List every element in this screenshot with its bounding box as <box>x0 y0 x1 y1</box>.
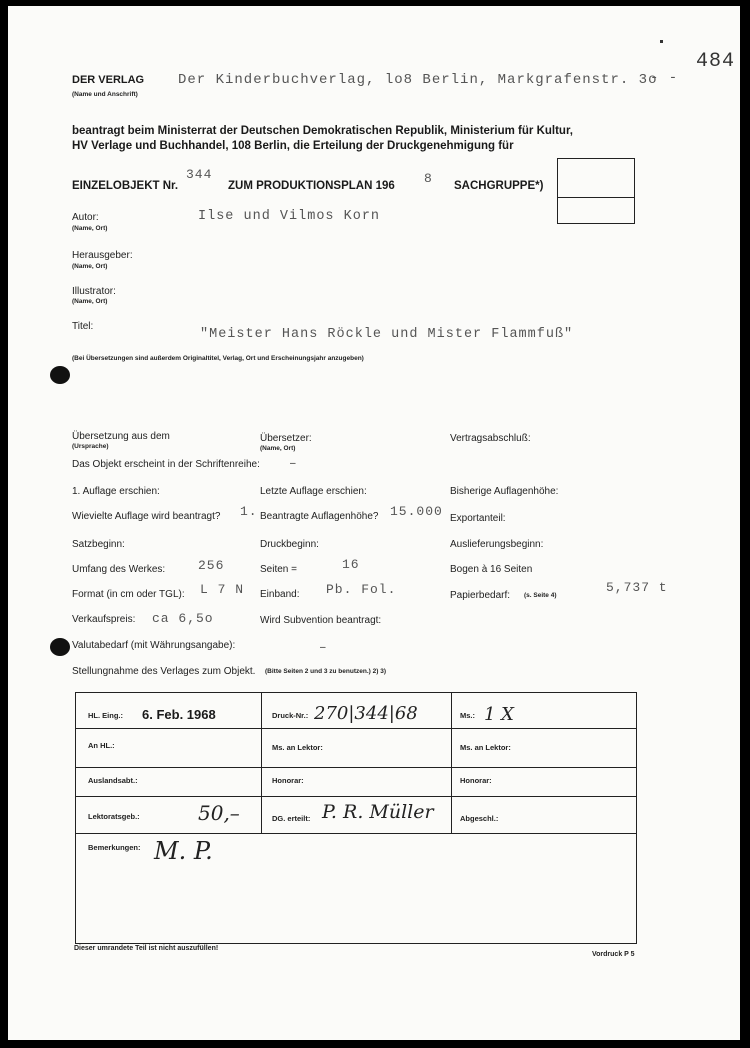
dg-label: DG. erteilt: <box>272 814 311 823</box>
vordruck-label: Vordruck P 5 <box>592 951 635 958</box>
footer-note: Dieser umrandete Teil ist nicht auszufüllen! <box>74 945 219 952</box>
auflage1-label: 1. Auflage erschien: <box>72 486 160 497</box>
umfang-label: Umfang des Werkes: <box>72 564 166 575</box>
titel-label: Titel: <box>72 321 94 332</box>
verlag-label: DER VERLAG <box>72 74 145 86</box>
verlag-value: Der Kinderbuchverlag, lo8 Berlin, Markgrafenstr. 3o <box>178 72 658 88</box>
bisherige-label: Bisherige Auflagenhöhe: <box>450 486 559 497</box>
bogen-label: Bogen à 16 Seiten <box>450 564 533 575</box>
verlag-dashes: - - <box>650 70 679 86</box>
papier-label: Papierbedarf: <box>450 590 511 601</box>
request-line-2: HV Verlage und Buchhandel, 108 Berlin, die Erteilung der Druckgenehmigung für <box>72 140 514 152</box>
hl-eing-stamp: 6. Feb. 1968 <box>142 707 216 722</box>
auslandsabt-label: Auslandsabt.: <box>88 776 138 785</box>
stellung-note: (Bitte Seiten 2 und 3 zu benutzen.) 2) 3) <box>265 668 386 675</box>
sachgruppe-box <box>557 158 635 224</box>
druck-label: Druckbeginn: <box>260 539 319 550</box>
herausgeber-sub: (Name, Ort) <box>72 263 108 270</box>
ink-blot-1 <box>50 366 70 384</box>
preis-label: Verkaufspreis: <box>72 614 136 625</box>
bemerkungen-label: Bemerkungen: <box>88 843 141 852</box>
autor-label: Autor: <box>72 212 99 223</box>
autor-sub: (Name, Ort) <box>72 225 108 232</box>
dg-signature: P. R. Müller <box>322 801 434 823</box>
valuta-value: – <box>320 642 326 653</box>
sachgruppe-label: SACHGRUPPE*) <box>454 180 544 192</box>
verlag-sub: (Name und Anschrift) <box>72 91 138 98</box>
druck-nr-value: 270|344|68 <box>314 703 418 724</box>
stellung-label: Stellungnahme des Verlages zum Objekt. <box>72 666 256 677</box>
ink-blot-2 <box>50 638 70 656</box>
druck-nr-label: Druck-Nr.: <box>272 711 309 720</box>
abgeschl-label: Abgeschl.: <box>460 814 499 823</box>
export-label: Exportanteil: <box>450 513 506 524</box>
preis-value: ca 6,5o <box>152 611 214 626</box>
format-value: L 7 N <box>200 582 245 597</box>
hl-eing-label: HL. Eing.: <box>88 711 123 720</box>
uebersetzer-sub: (Name, Ort) <box>260 445 296 452</box>
office-box <box>75 692 637 944</box>
bemerkungen-value: M. P. <box>154 837 213 865</box>
uebersetzung-sub: (Ursprache) <box>72 443 109 450</box>
plan-year: 8 <box>424 171 433 186</box>
einband-label: Einband: <box>260 589 300 600</box>
ms-lektor-label-1: Ms. an Lektor: <box>272 743 323 752</box>
umfang-value: 256 <box>198 558 225 573</box>
autor-value: Ilse und Vilmos Korn <box>198 209 381 224</box>
an-hl-label: An HL.: <box>88 741 115 750</box>
papier-value: 5,737 t <box>606 580 668 595</box>
letzte-auflage-label: Letzte Auflage erschien: <box>260 486 367 497</box>
einzelobjekt-label: EINZELOBJEKT Nr. <box>72 180 179 192</box>
punch-dot <box>660 40 663 43</box>
seiten-value: 16 <box>342 557 360 572</box>
auslieferung-label: Auslieferungsbeginn: <box>450 539 544 550</box>
request-line-1: beantragt beim Ministerrat der Deutschen Demokratischen Republik, Ministerium für Kultur, <box>72 125 573 137</box>
uebersetzung-label: Übersetzung aus dem <box>72 431 170 442</box>
schriftenreihe-label: Das Objekt erscheint in der Schriftenreihe: <box>72 459 260 470</box>
honorar-label-2: Honorar: <box>460 776 492 785</box>
satz-label: Satzbeginn: <box>72 539 125 550</box>
titel-note: (Bei Übersetzungen sind außerdem Originaltitel, Verlag, Ort und Erscheinungsjahr anzugeben) <box>72 355 364 362</box>
illustrator-sub: (Name, Ort) <box>72 298 108 305</box>
format-label: Format (in cm oder TGL): <box>72 589 185 600</box>
uebersetzer-label: Übersetzer: <box>260 433 312 444</box>
titel-value: "Meister Hans Röckle und Mister Flammfuß" <box>200 327 574 342</box>
vertrag-label: Vertragsabschluß: <box>450 433 531 444</box>
honorar-label-1: Honorar: <box>272 776 304 785</box>
ms-lektor-label-2: Ms. an Lektor: <box>460 743 511 752</box>
beantragte-label: Beantragte Auflagenhöhe? <box>260 511 379 522</box>
wievielte-label: Wievielte Auflage wird beantragt? <box>72 511 221 522</box>
beantragte-value: 15.000 <box>390 504 443 519</box>
seiten-label: Seiten = <box>260 564 297 575</box>
illustrator-label: Illustrator: <box>72 286 116 297</box>
schriftenreihe-value: – <box>290 458 296 469</box>
einzelobjekt-number: 344 <box>186 167 213 182</box>
ms-value: 1 X <box>484 704 514 725</box>
wievielte-value: 1. <box>240 504 258 519</box>
einband-value: Pb. Fol. <box>326 582 397 597</box>
page-number: 484 <box>696 50 736 73</box>
form-page <box>8 6 740 1040</box>
lektorat-label: Lektoratsgeb.: <box>88 812 140 821</box>
ms-label: Ms.: <box>460 711 475 720</box>
plan-label: ZUM PRODUKTIONSPLAN 196 <box>228 180 395 192</box>
herausgeber-label: Herausgeber: <box>72 250 133 261</box>
papier-sub: (s. Seite 4) <box>524 592 557 599</box>
subvention-label: Wird Subvention beantragt: <box>260 615 382 626</box>
valuta-label: Valutabedarf (mit Währungsangabe): <box>72 640 236 651</box>
lektorat-value: 50,– <box>198 801 240 825</box>
